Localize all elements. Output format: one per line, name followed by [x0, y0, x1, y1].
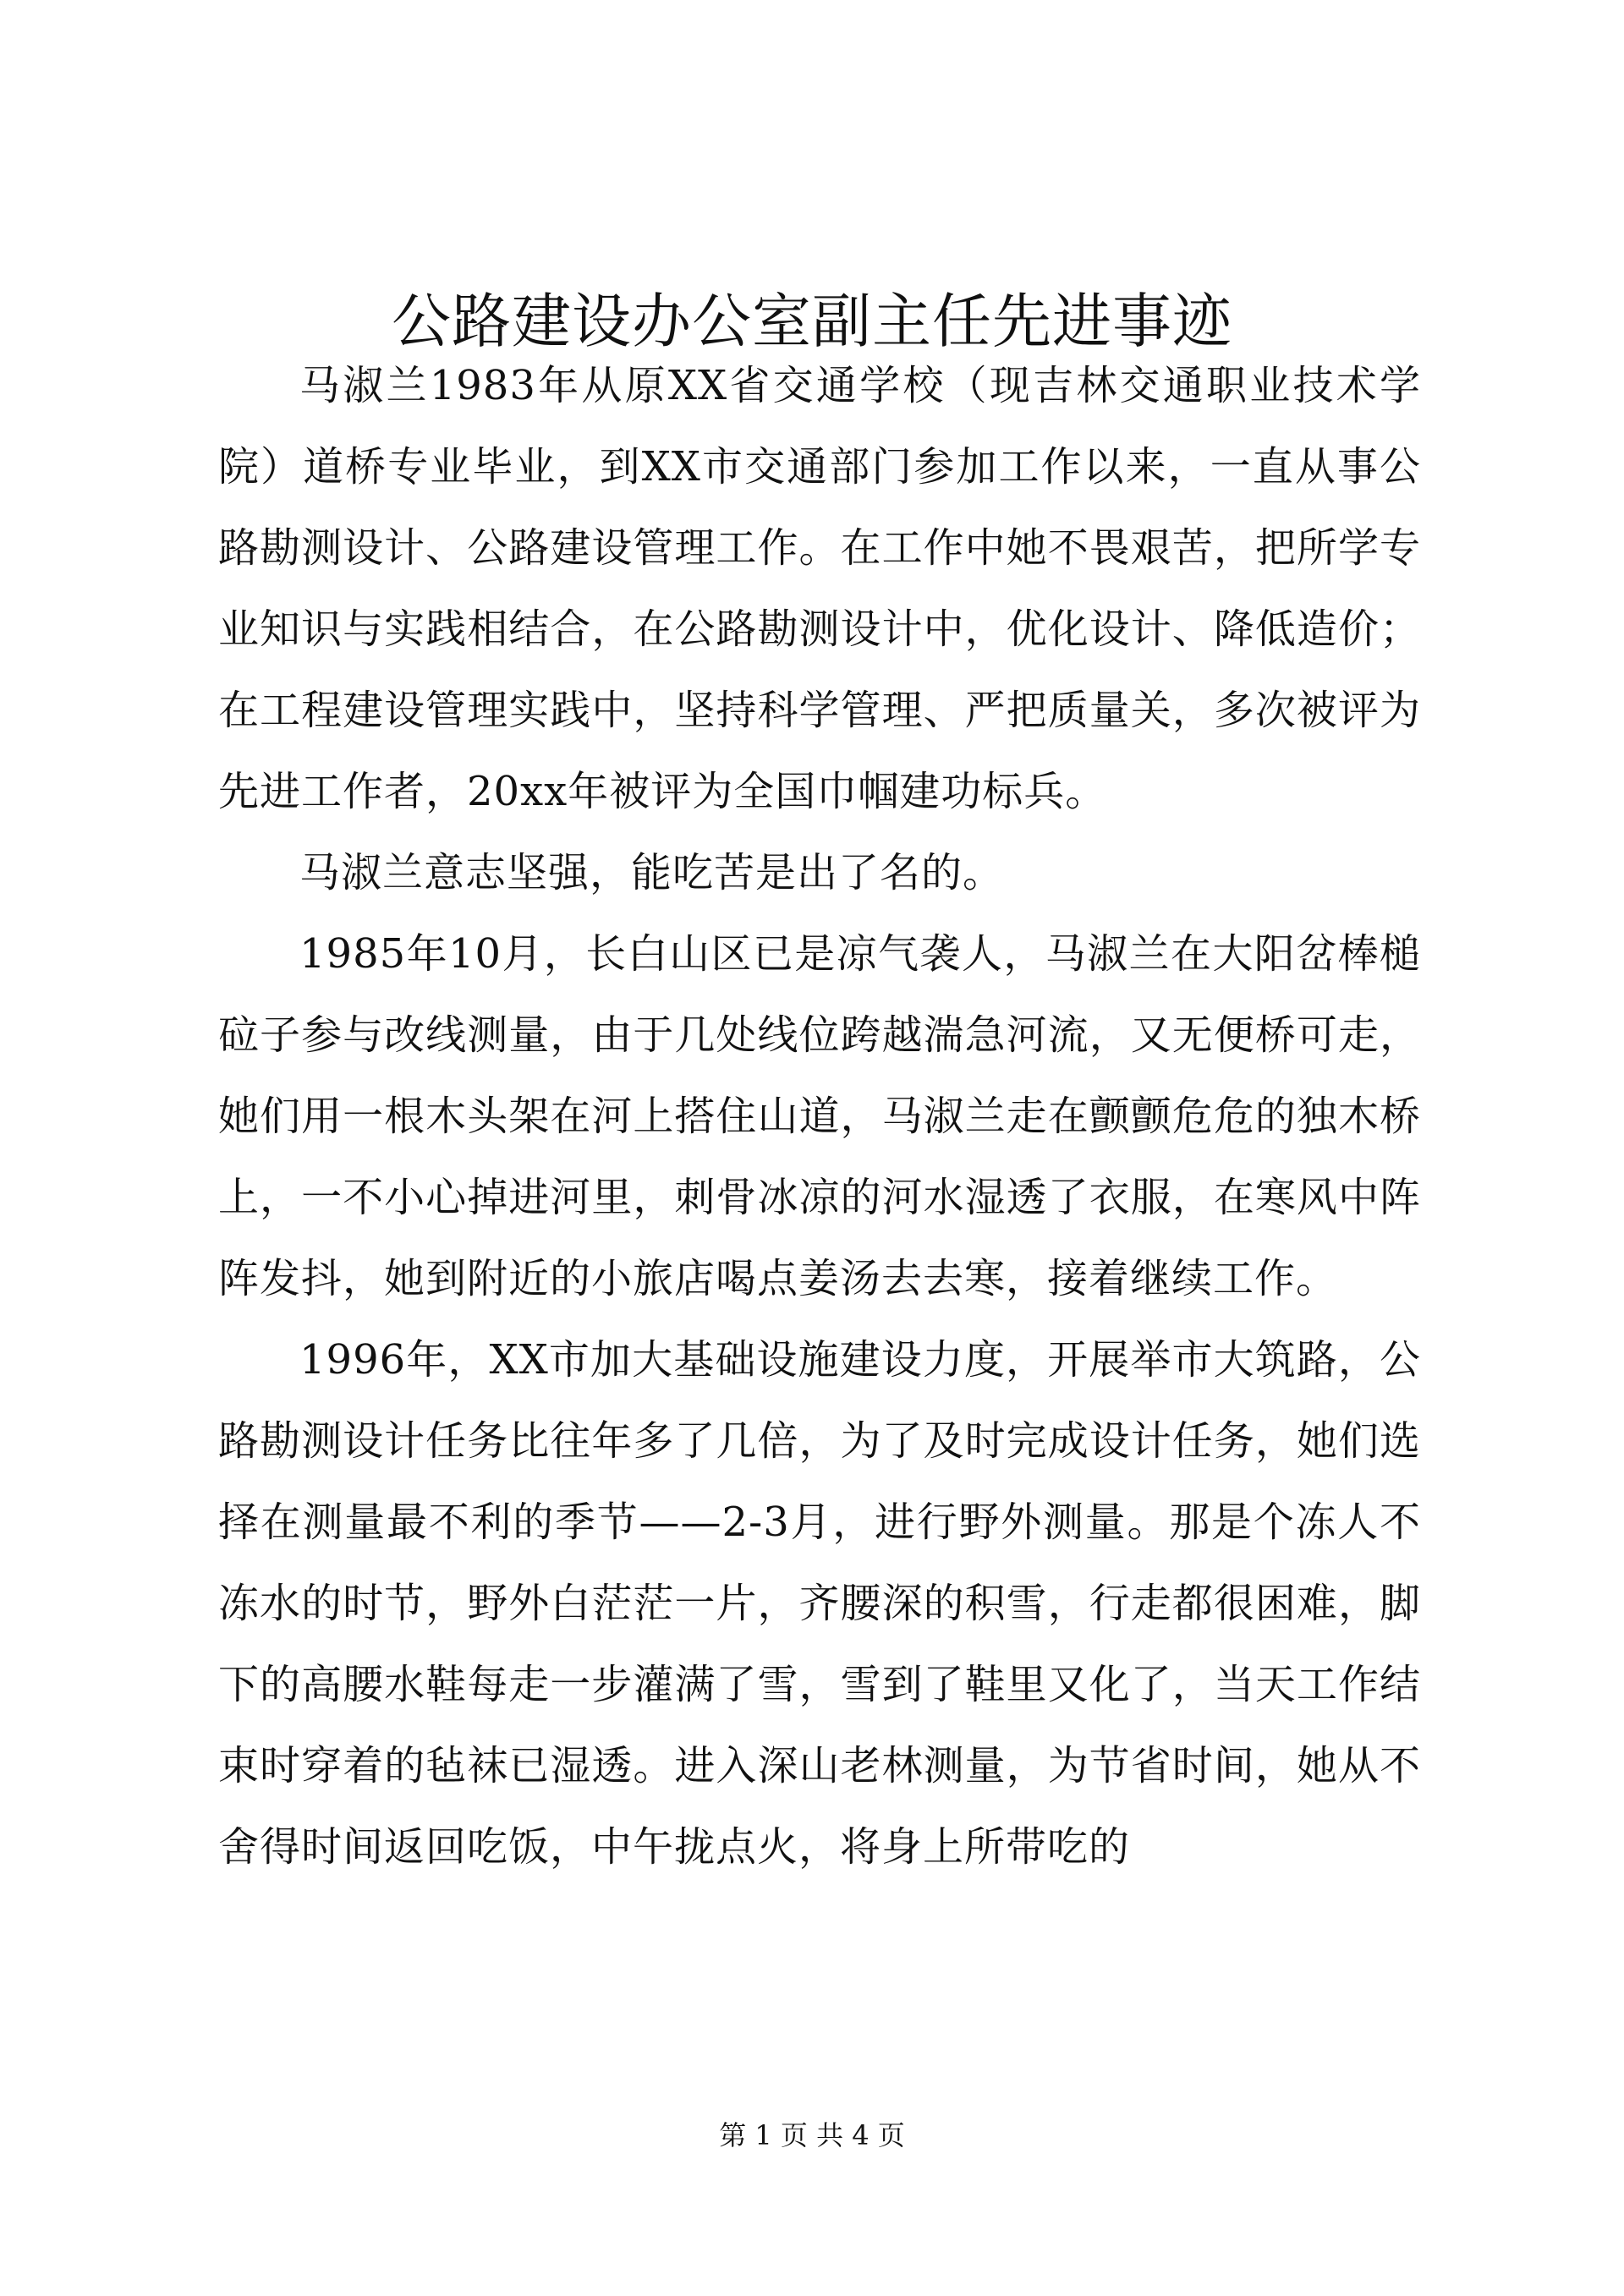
paragraph-2: 马淑兰意志坚强，能吃苦是出了名的。 — [299, 849, 1005, 896]
document-title: 公路建设办公室副主任先进事迹 — [392, 287, 1232, 356]
document-body — [218, 345, 1421, 1888]
paragraph-3: 1985年10月，长白山区已是凉气袭人，马淑兰在大阳岔棒槌砬子参与改线测量，由于几处线位跨越湍急河流，又无便桥可走，她们用一根木头架在河上搭住山道，马淑兰走在颤颤危危的独木桥上，一不小心掉进河里，刺骨冰凉的河水湿透了衣服，在寒风中阵阵发抖，她到附近的小旅店喝点姜汤去去寒，接着继续工作。 — [218, 930, 1421, 1302]
page-footer: 第 1 页 共 4 页 — [719, 2119, 905, 2151]
paragraph-4: 1996年，XX市加大基础设施建设力度，开展举市大筑路，公路勘测设计任务比往年多了几倍，为了及时完成设计任务，她们选择在测量最不利的季节——2-3月，进行野外测量。那是个冻人不冻水的时节，野外白茫茫一片，齐腰深的积雪，行走都很困难，脚下的高腰水鞋每走一步灌满了雪，雪到了鞋里又化了，当天工作结束时穿着的毡袜已湿透。进入深山老林测量，为节省时间，她从不舍得时间返回吃饭，中午拢点火，将身上所带吃的 — [218, 1336, 1421, 1871]
paragraph-1: 马淑兰1983年从原XX省交通学校（现吉林交通职业技术学院）道桥专业毕业，到XX市交通部门参加工作以来，一直从事公路勘测设计、公路建设管理工作。在工作中她不畏艰苦，把所学专业知识与实践相结合，在公路勘测设计中，优化设计、降低造价；在工程建设管理实践中，坚持科学管理、严把质量关，多次被评为先进工作者，20xx年被评为全国巾帼建功标兵。 — [218, 362, 1421, 815]
